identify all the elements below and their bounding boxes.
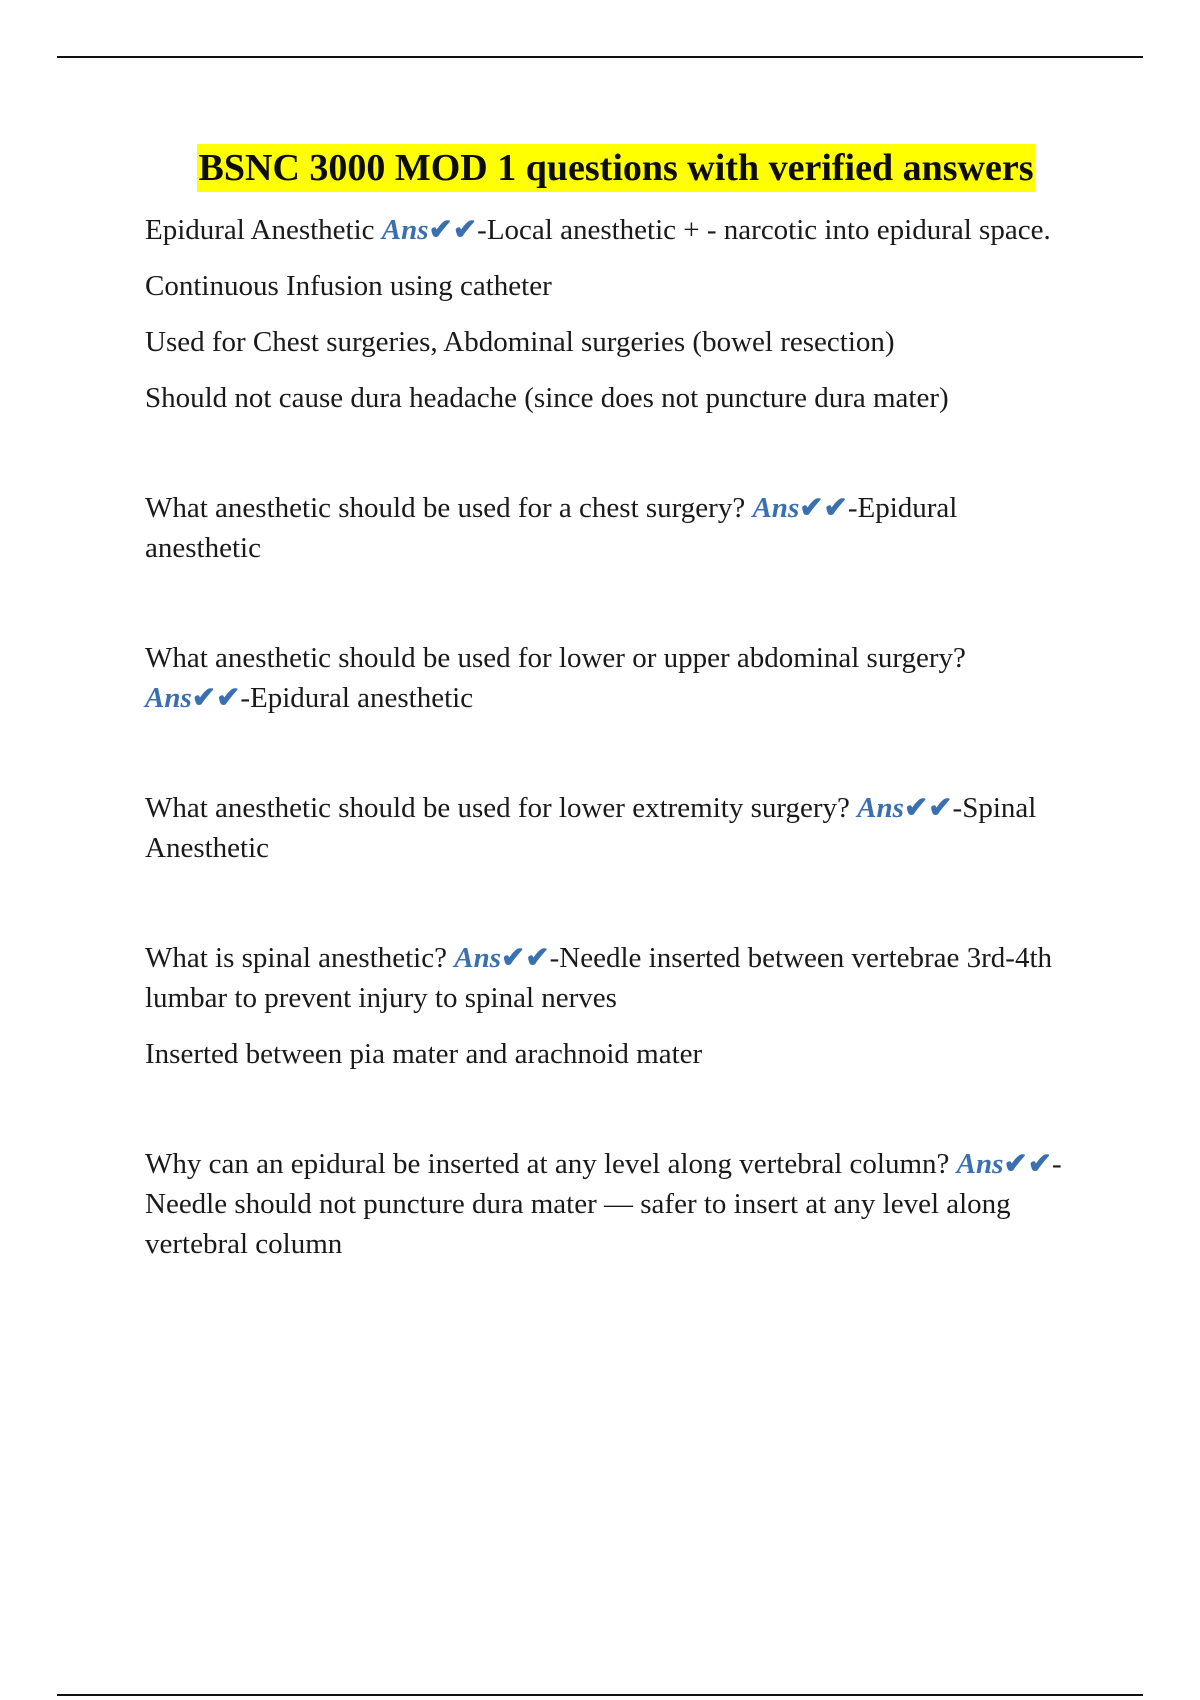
top-rule xyxy=(57,56,1143,58)
check-icon: ✔✔ xyxy=(799,492,848,524)
answer-text: -Epidural anesthetic xyxy=(240,682,474,714)
question-text: What is spinal anesthetic? xyxy=(145,942,455,974)
answer-detail: Continuous Infusion using catheter xyxy=(145,270,552,302)
qa-paragraph xyxy=(145,1144,1065,1264)
page-title: BSNC 3000 MOD 1 questions with verified answers xyxy=(197,144,1036,192)
qa-paragraph xyxy=(145,788,1065,868)
answer-text: -Epidural anesthetic xyxy=(145,492,958,564)
question-text: What anesthetic should be used for a chest surgery? xyxy=(145,492,753,524)
qa-paragraph xyxy=(145,638,1065,718)
check-icon: ✔✔ xyxy=(428,214,478,246)
answer-text: -Local anesthetic + - narcotic into epidural space. xyxy=(477,214,1051,246)
question-text: Why can an epidural be inserted at any level along vertebral column? xyxy=(145,1148,957,1180)
answer-label: Ans✔✔ xyxy=(857,792,953,824)
qa-item xyxy=(145,638,1065,718)
answer-label: Ans✔✔ xyxy=(752,492,848,524)
answer-text: -Needle should not puncture dura mater — safer to insert at any level along vertebral column xyxy=(145,1148,1062,1260)
title-block xyxy=(0,144,1200,192)
answer-text: -Needle inserted between vertebrae 3rd-4th lumbar to prevent injury to spinal nerves xyxy=(145,942,1053,1014)
answer-detail: Inserted between pia mater and arachnoid mater xyxy=(145,1038,703,1070)
qa-paragraph xyxy=(145,488,1065,568)
qa-item xyxy=(145,488,1065,568)
answer-label: Ans✔✔ xyxy=(145,682,241,714)
answer-label: Ans✔✔ xyxy=(956,1148,1053,1180)
question-text: What anesthetic should be used for lower extremity surgery? xyxy=(145,792,858,824)
check-icon: ✔✔ xyxy=(1003,1148,1053,1180)
answer-text: -Spinal Anesthetic xyxy=(145,792,1037,864)
qa-paragraph xyxy=(145,938,1065,1018)
check-icon: ✔✔ xyxy=(903,792,953,824)
qa-item xyxy=(145,938,1065,1074)
answer-label: Ans✔✔ xyxy=(381,214,478,246)
check-icon: ✔✔ xyxy=(191,682,241,714)
question-text: Epidural Anesthetic xyxy=(145,214,382,246)
bottom-rule xyxy=(57,1694,1143,1696)
answer-detail: Should not cause dura headache (since does not puncture dura mater) xyxy=(145,382,949,414)
qa-item xyxy=(145,210,1065,418)
check-icon: ✔✔ xyxy=(501,942,550,974)
answer-detail: Used for Chest surgeries, Abdominal surgeries (bowel resection) xyxy=(145,326,895,358)
qa-content xyxy=(145,210,1065,1280)
qa-paragraph xyxy=(145,210,1065,250)
qa-item xyxy=(145,1144,1065,1264)
qa-item xyxy=(145,788,1065,868)
answer-label: Ans✔✔ xyxy=(454,942,550,974)
question-text: What anesthetic should be used for lower or upper abdominal surgery? xyxy=(145,642,966,674)
